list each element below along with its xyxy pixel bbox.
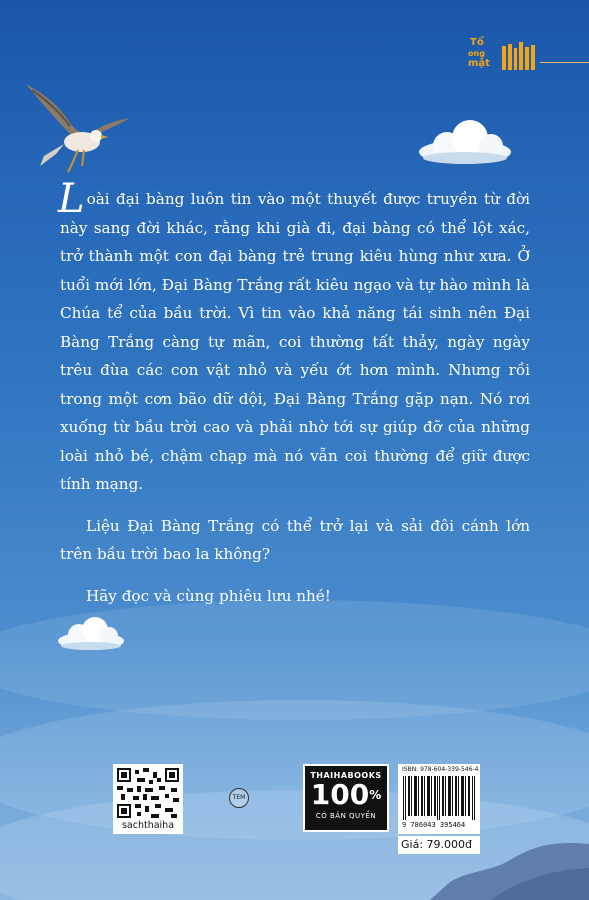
barcode-icon [403,776,475,820]
cloud-icon [55,615,127,653]
badge-number [305,778,387,811]
badge-caption: CÓ BẢN QUYỀN [315,812,377,820]
copyright-badge [303,764,389,832]
blurb-paragraph-1 [58,176,530,499]
badge-percent: % [369,788,382,802]
badge-number-value: 100 [310,778,370,811]
dropcap-letter: L [58,176,85,222]
blurb-paragraph-3: Hãy đọc và cùng phiêu lưu nhé! [86,586,331,605]
qr-code [113,764,183,818]
logo-rule [540,62,589,63]
logo-word-2: ong [468,49,485,58]
qr-caption: sachthaiha [113,818,183,834]
back-cover-blurb [58,176,530,610]
cloud-icon [415,118,515,166]
badge-brand: THAIHABOOKS [310,771,382,780]
isbn-text: ISBN: 978-604-339-546-4 [402,766,479,773]
qr-code-icon [117,768,179,818]
publisher-logo [468,38,538,72]
barcode-digits: 9 786043 395464 [402,821,466,829]
eagle-icon [22,80,134,180]
mountain-silhouette [430,820,589,900]
logo-word-1: Tổ [470,37,484,48]
logo-word-3: mật [468,58,490,69]
blurb-paragraph-2: Liệu Đại Bàng Trắng có thể trở lại và sải đôi cánh lớn trên bầu trời bao la không? [60,516,530,563]
price-label: Giá: 79.000đ [398,836,480,854]
bookshelf-icon [502,42,538,70]
blurb-paragraph-1-text: oài đại bàng luôn tin vào một thuyết được truyền từ đời này sang đời khác, rằng khi già đi, đại bàng có thể lột xác, trở thành một con đại bàng trẻ trung kiêu hùng như xưa. Ở tuổi mới lớn, Đại Bàng Trắng rất kiêu ngạo và tự hào mình là Chúa tể của bầu trời. Vì tin vào khả năng tái sinh nên Đại Bàng Trắng càng tự mãn, coi thường tất thảy, ngày ngày trêu đùa các con vật nhỏ và yếu ớt hơn mình. Nhưng rồi trong một cơn bão dữ dội, Đại Bàng Trắng gặp nạn. Nó rơi xuống từ bầu trời cao và phải nhờ tới sự giúp đỡ của những loài nhỏ bé, chậm chạp mà nó vẫn coi thường để giữ được tính mạng. [60,190,530,493]
tem-stamp: TEM [229,788,249,808]
